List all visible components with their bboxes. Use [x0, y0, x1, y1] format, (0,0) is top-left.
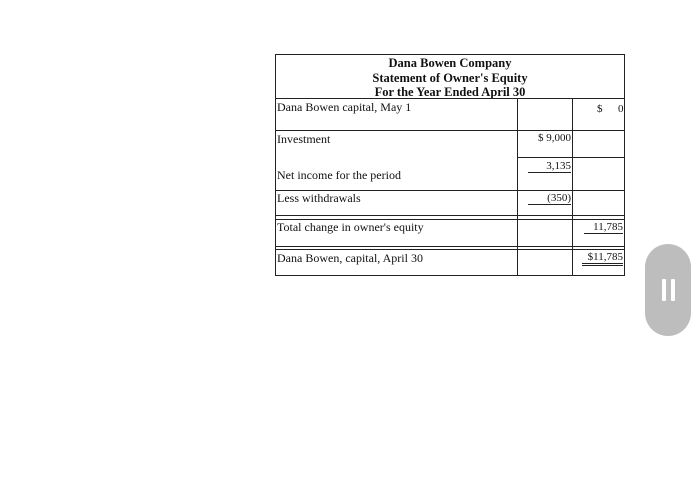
header-divider	[276, 98, 518, 99]
statement-title: Statement of Owner's Equity	[372, 70, 528, 85]
row-label-total-change: Total change in owner's equity	[277, 220, 424, 234]
statement-period: For the Year Ended April 30	[374, 85, 526, 99]
company-name: Dana Bowen Company	[388, 56, 512, 70]
pause-handle-icon	[662, 279, 675, 301]
total-change-value: 11,785	[584, 221, 623, 234]
opening-capital-currency: $	[597, 103, 603, 115]
row-label-closing-capital: Dana Bowen, capital, April 30	[277, 251, 423, 265]
opening-capital-value: 0	[618, 103, 624, 115]
net-income-value: 3,135	[528, 160, 571, 173]
row-label-opening-capital: Dana Bowen capital, May 1	[277, 100, 412, 114]
row-divider	[276, 246, 624, 247]
side-handle-button[interactable]	[645, 244, 691, 336]
row-label-investment: Investment	[277, 132, 331, 146]
header-divider-right	[518, 98, 624, 99]
row-label-withdrawals: Less withdrawals	[277, 191, 361, 205]
owners-equity-statement	[275, 54, 625, 276]
withdrawals-value: (350)	[528, 192, 571, 205]
row-divider	[276, 215, 624, 216]
row-divider	[276, 130, 624, 131]
row-divider	[517, 157, 624, 158]
row-divider	[276, 249, 624, 250]
closing-capital-value: $11,785	[582, 251, 623, 266]
investment-value: $ 9,000	[538, 132, 571, 144]
statement-header	[276, 55, 624, 100]
row-label-net-income: Net income for the period	[277, 168, 401, 182]
